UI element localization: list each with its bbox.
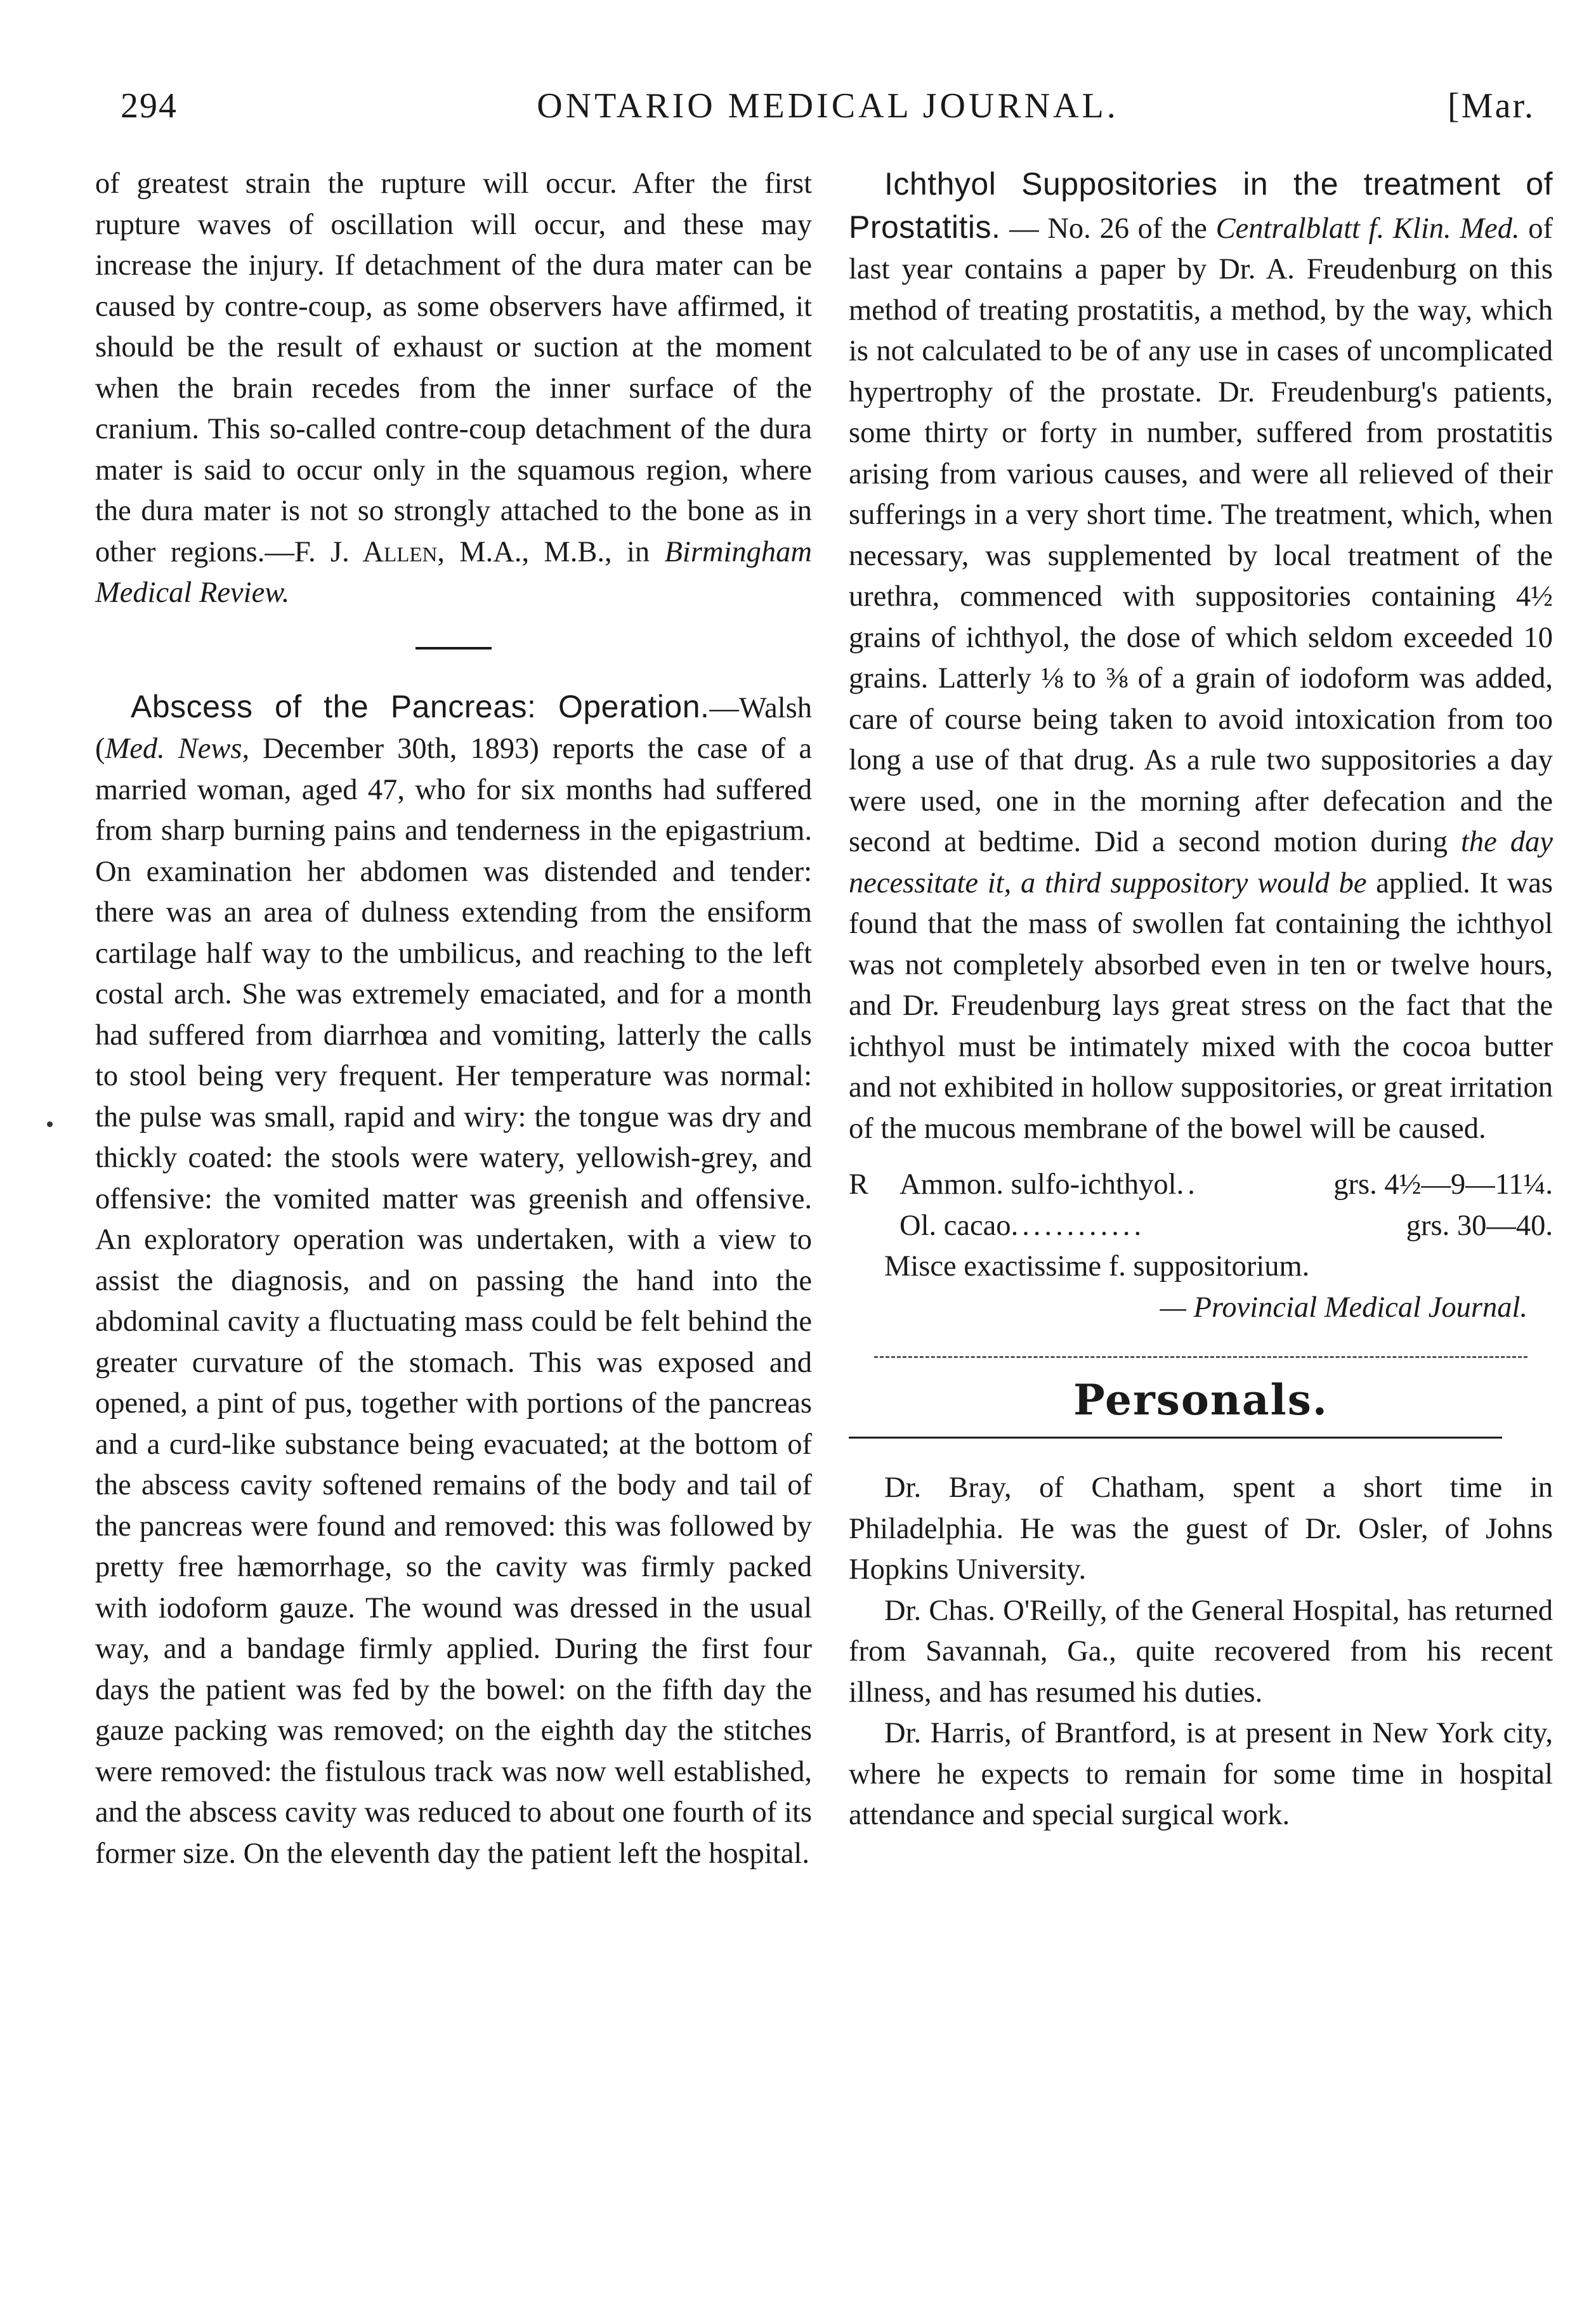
article-body-end: applied. It was found that the mass of swollen fat containing the ichthyol was not completely absorbed even in ten or twelve hours, and Dr. Freudenburg lays great stress on the fact that the ichthyol must be intimately mixed with the cocoa butter and not exhibited in hollow suppositories, or great irritation of the mucous membrane of the bowel will be caused. [849,866,1553,1145]
ingredient-name: Ammon. sulfo-ichthyol [899,1168,1177,1201]
article-heading: Abscess of the Pancreas: Operation. [131,688,710,724]
section-rule [849,1437,1502,1439]
article-body-italic: the day necessitate it, a third suppository would be [849,826,1553,899]
prescription [849,1165,1553,1328]
article-body: December 30th, 1893) reports the case of a married woman, aged 47, who for six months had suffered from sharp burning pains and tenderness in the epigastrium. On examination her abdomen was distended and tender: there was an area of dulness extending from the ensiform cartilage half way to the umbilicus, and reaching to the left costal arch. She was extremely emaciated, and for a month had suffered from diarrhœa and vomiting, latterly the calls to stool being very frequent. Her temperature was normal: the pulse was small, rapid and wiry: the tongue was dry and thickly coated: the stools were watery, yellowish-grey, and offensive: the vomited matter was greenish and offensive. An exploratory operation was undertaken, with a view to assist the diagnosis, and on passing the hand into the abdominal cavity a fluctuating mass could be felt behind the greater curvature of the stomach. This was exposed and opened, a pint of pus, together with portions of the pancreas and a curd-like substance being evacuated; at the bottom of the abscess cavity softened remains of the body and tail of the pancreas were found and removed: this was followed by pretty free hæmorrhage, so the cavity was firmly packed with iodoform gauze. The wound was dressed in the usual way, and a bandage firmly applied. During the first four days the patient was fed by the bowel: on the fifth day the gauze packing was removed; on the eighth day the stitches were removed: the fistulous track was now well established, and the abscess cavity was reduced to about one fourth of its former size. On the eleventh day the patient left the hospital. [95,733,812,1870]
article-heading: Ichthyol Suppositories in the treatment of Prostatitis. [849,166,1553,245]
issue-month: [Mar. [1448,86,1535,126]
page-number: 294 [121,86,178,126]
cited-journal: Med. News, [105,733,250,765]
ingredient-quantity: grs. 4½—9—11¼. [1333,1168,1553,1201]
rx-symbol: R [849,1168,869,1201]
right-column [849,164,1553,1836]
prescription-line [849,1206,1553,1247]
author-credit: F. J. Allen, M.A., M.B., [294,535,612,568]
article-divider [415,647,492,650]
pancreas-article: Abscess of the Pancreas: Operation.—Walsh (Med. News, December 30th, 1893) reports the case of a married woman, aged 47, who for six months had suffered from sharp burning pains and tenderness in the epigastrium. On examination her abdomen was distended and tender: there was an area of dulness extending from the ensiform cartilage half way to the umbilicus, and reaching to the left costal arch. She was extremely emaciated, and for a month had suffered from diarrhœa and vomiting, latterly the calls to stool being very frequent. Her temperature was normal: the pulse was small, rapid and wiry: the tongue was dry and thickly coated: the stools were watery, yellowish-grey, and offensive: the vomited matter was greenish and offensive. An exploratory operation was undertaken, with a view to assist the diagnosis, and on passing the hand into the abdominal cavity a fluctuating mass could be felt behind the greater curvature of the stomach. This was exposed and opened, a pint of pus, together with portions of the pancreas and a curd-like substance being evacuated; at the bottom of the abscess cavity softened remains of the body and tail of the pancreas were found and removed: this was followed by pretty free hæmorrhage, so the cavity was firmly packed with iodoform gauze. The wound was dressed in the usual way, and a bandage firmly applied. During the first four days the patient was fed by the bowel: on the fifth day the gauze packing was removed; on the eighth day the stitches were removed: the fistulous track was now well established, and the abscess cavity was reduced to about one fourth of its former size. On the eleventh day the patient left the hospital. [95,688,812,1870]
personal-item: Dr. Chas. O'Reilly, of the General Hospital, has returned from Savannah, Ga., quite recovered from his recent illness, and has resumed his duties. [849,1594,1553,1709]
cited-journal: Centralblatt f. Klin. Med. [1215,212,1520,245]
continued-paragraph: of greatest strain the rupture will occur. After the first rupture waves of oscillation will occur, and these may increase the injury. If detachment of the dura mater can be caused by contre-coup, as some observers have affirmed, it should be the result of exhaust or suction at the moment when the brain recedes from the inner surface of the cranium. This so-called contre-coup detachment of the dura mater is said to occur only in the squamous region, where the dura mater is not so strongly attached to the bone as in other regions.—F. J. Allen, M.A., M.B., in Birmingham Medical Review. [95,167,812,609]
running-head [121,86,1535,136]
personal-item: Dr. Bray, of Chatham, spent a short time in Philadelphia. He was the guest of Dr. Osler, of Johns Hopkins University. [849,1472,1553,1586]
section-title: Personals. [1073,1375,1328,1425]
source-citation: Birmingham Medical Review. [95,535,812,609]
article-body: of last year contains a paper by Dr. A. Freudenburg on this method of treating prostatitis, a method, by the way, which is not calculated to be of any use in cases of uncomplicated hypertrophy of the prostate. Dr. Freudenburg's patients, some thirty or forty in number, suffered from prostatitis arising from various causes, and were all relieved of their sufferings in a very short time. The treatment, which, when necessary, was supplemented by local treatment of the urethra, commenced with suppositories containing 4½ grains of ichthyol, the dose of which seldom exceeded 10 grains. Latterly ⅛ to ⅜ of a grain of iodoform was added, care of course being taken to avoid intoxication from too long a use of that drug. As a rule two suppositories a day were used, one in the morning after defecation and the second at bedtime. Did a second motion during [849,212,1553,858]
margin-mark [47,1121,53,1127]
ichthyol-article: Ichthyol Suppositories in the treatment of Prostatitis. — No. 26 of the Centralblatt f. Klin. Med. of last year contains a paper by Dr. A. Freudenburg on this method of treating prostatitis, a method, by the way, which is not calculated to be of any use in cases of uncomplicated hypertrophy of the prostate. Dr. Freudenburg's patients, some thirty or forty in number, suffered from prostatitis arising from various causes, and were all relieved of their sufferings in a very short time. The treatment, which, when necessary, was supplemented by local treatment of the urethra, commenced with suppositories containing 4½ grains of ichthyol, the dose of which seldom exceeded 10 grains. Latterly ⅛ to ⅜ of a grain of iodoform was added, care of course being taken to avoid intoxication from too long a use of that drug. As a rule two suppositories a day were used, one in the morning after defecation and the second at bedtime. Did a second motion during the day necessitate it, a third suppository would be applied. It was found that the mass of swollen fat containing the ichthyol was not completely absorbed even in ten or twelve hours, and Dr. Freudenburg lays great stress on the fact that the ichthyol must be intimately mixed with the cocoa butter and not exhibited in hollow suppositories, or great irritation of the mucous membrane of the bowel will be caused. [849,166,1553,1145]
left-column [95,164,812,1874]
journal-title: ONTARIO MEDICAL JOURNAL. [537,86,1119,126]
prescription-instruction: Misce exactissime f. suppositorium. [884,1250,1310,1283]
prescription-line [849,1165,1553,1206]
dashed-divider [874,1356,1527,1362]
ingredient-name: Ol. cacao [899,1209,1011,1242]
personal-item: Dr. Harris, of Brantford, is at present in New York city, where he expects to remain for some time in hospital attendance and special surgical work. [849,1717,1553,1831]
dot-leader: ............ [1011,1209,1146,1242]
ingredient-quantity: grs. 30—40. [1406,1209,1553,1242]
source-citation: — Provincial Medical Journal. [1160,1291,1527,1324]
dot-leader: .. [1176,1168,1199,1201]
